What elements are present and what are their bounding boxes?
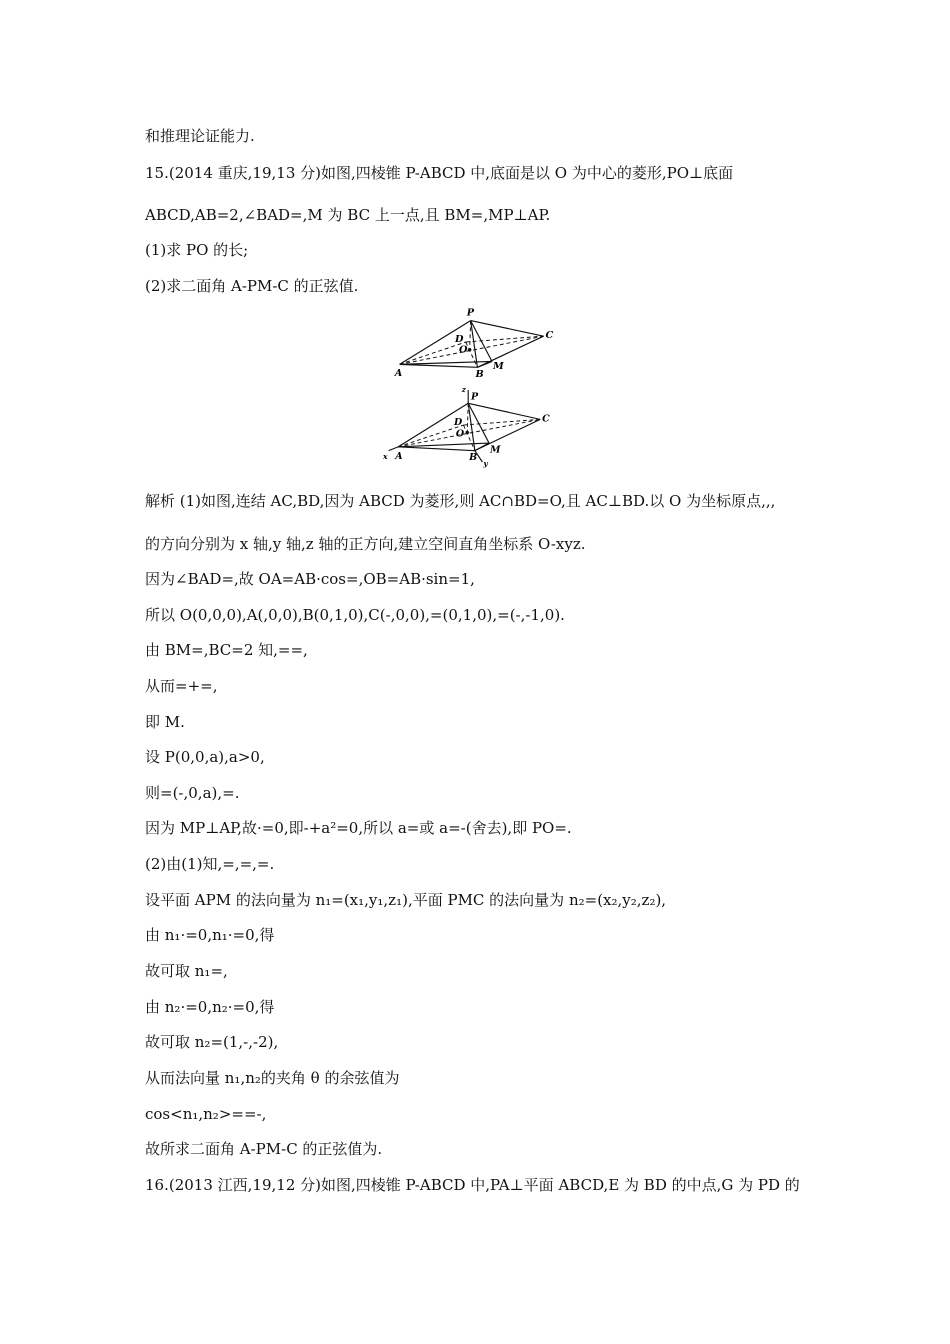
label-P: P [466,307,475,319]
label-y: y [483,458,488,468]
label-C: C [542,413,550,425]
text-line: 从而法向量 n₁,n₂的夹角 θ 的余弦值为 [145,1069,400,1087]
text-line: 因为∠BAD=,故 OA=AB·cos=,OB=AB·sin=1, [145,570,475,588]
text-line: 由 n₂·=0,n₂·=0,得 [145,998,275,1016]
text-line: 设平面 APM 的法向量为 n₁=(x₁,y₁,z₁),平面 PMC 的法向量为 n₂=(x₂,y₂,z₂), [145,891,667,909]
question-2: (2)求二面角 A-PM-C 的正弦值. [145,277,359,295]
label-D: D [454,417,463,429]
label-B: B [469,452,478,464]
x-axis [389,447,398,451]
label-x: x [382,452,388,462]
pyramid-figure-1 [385,302,565,382]
origin-point [466,431,469,434]
text-line: 从而=+=, [145,677,218,695]
label-M: M [493,361,504,373]
problem-15-heading: 15.(2014 重庆,19,13 分)如图,四棱锥 P-ABCD 中,底面是以 O 为中心的菱形,PO⊥底面 [145,164,734,182]
label-P: P [471,391,479,403]
text-line: 故可取 n₂=(1,-,-2), [145,1033,279,1051]
text-line: 因为 MP⊥AP,故·=0,即-+a²=0,所以 a=或 a=-(舍去),即 PO=. [145,819,572,837]
text-line: 故可取 n₁=, [145,962,228,980]
text-line: 和推理论证能力. [145,127,255,145]
pyramid-figure-2-coordinate [382,382,562,470]
label-D: D [455,334,464,345]
label-z: z [461,384,466,394]
text-line: 由 BM=,BC=2 知,==, [145,641,308,659]
solution-heading: 解析 (1)如图,连结 AC,BD,因为 ABCD 为菱形,则 AC∩BD=O,且 AC⊥BD.以 O 为坐标原点,,, [145,492,776,510]
text-line: 所以 O(0,0,0),A(,0,0),B(0,1,0),C(-,0,0),=(0,1,0),=(-,-1,0). [145,606,565,624]
question-1: (1)求 PO 的长; [145,241,249,259]
label-B: B [475,369,484,381]
problem-16-heading: 16.(2013 江西,19,12 分)如图,四棱锥 P-ABCD 中,PA⊥平面 ABCD,E 为 BD 的中点,G 为 PD 的 [145,1176,800,1194]
label-A: A [394,368,403,380]
label-M: M [490,444,501,456]
label-A: A [395,451,403,463]
label-C: C [545,330,554,342]
text-line: 故所求二面角 A-PM-C 的正弦值为. [145,1140,383,1158]
text-line: 由 n₁·=0,n₁·=0,得 [145,926,275,944]
text-line: 的方向分别为 x 轴,y 轴,z 轴的正方向,建立空间直角坐标系 O-xyz. [145,535,586,553]
text-line: 设 P(0,0,a),a>0, [145,748,265,766]
label-O: O [458,344,468,356]
center-point [468,348,472,352]
text-line: 即 M. [145,713,185,731]
text-line: ABCD,AB=2,∠BAD=,M 为 BC 上一点,且 BM=,MP⊥AP. [145,206,551,224]
text-line: (2)由(1)知,=,=,=. [145,855,275,873]
text-line: 则=(-,0,a),=. [145,784,240,802]
label-O: O [455,428,465,440]
text-line: cos<n₁,n₂>==-, [145,1105,267,1123]
